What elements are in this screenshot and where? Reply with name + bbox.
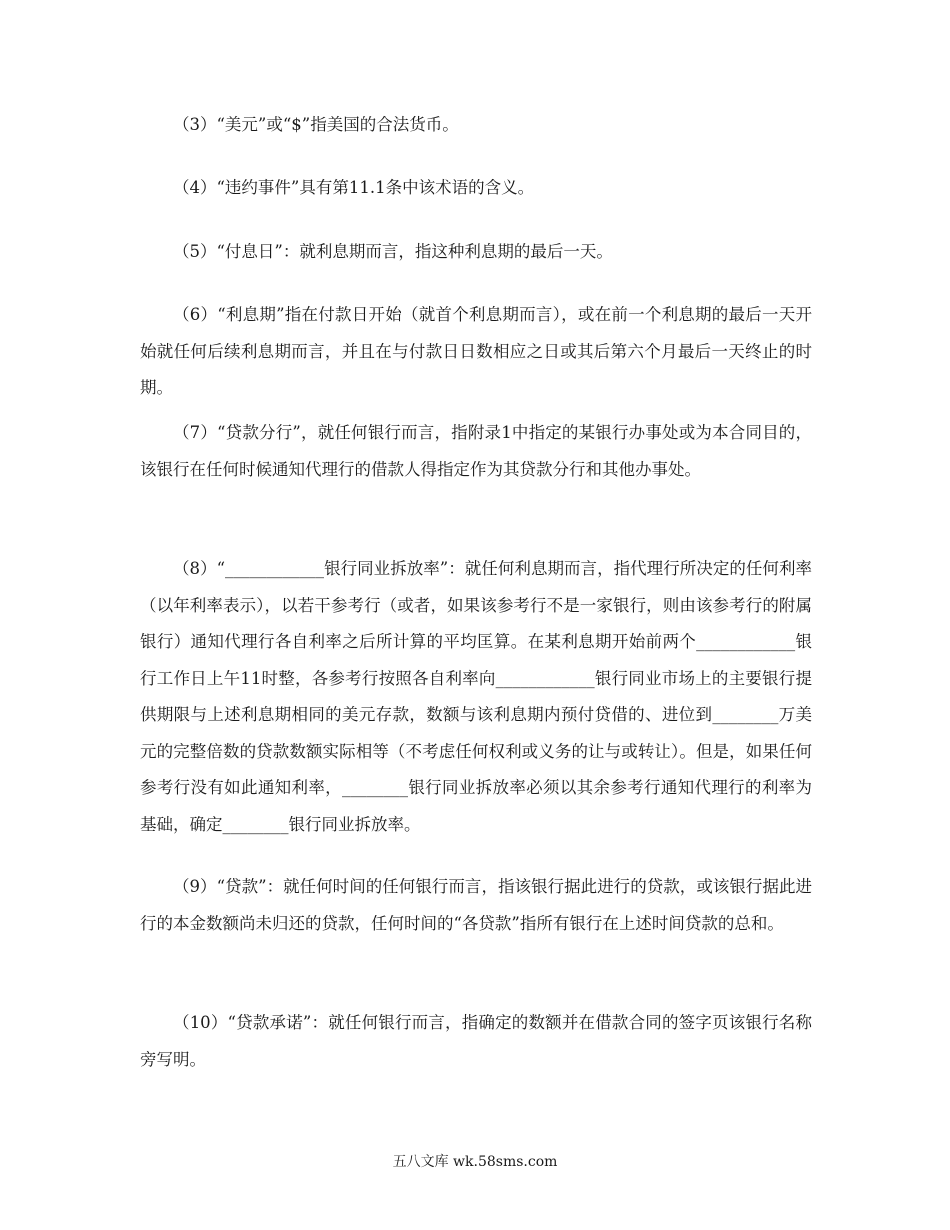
clause-4: （4）“违约事件”具有第11.1条中该术语的含义。 — [173, 178, 535, 197]
clause-9: （9）“贷款”：就任何时间的任何银行而言，指该银行据此进行的贷款，或该银行据此进行的本金数额尚未归还的贷款，任何时间的“各贷款”指所有银行在上述时间贷款的总和。 — [140, 877, 812, 933]
clause-10: （10）“贷款承诺”：就任何银行而言，指确定的数额并在借款合同的签字页该银行名称旁写明。 — [140, 1013, 812, 1069]
clause-3: （3）“美元”或“$”指美国的合法货币。 — [173, 115, 459, 134]
clause-6: （6）“利息期”指在付款日开始（就首个利息期而言），或在前一个利息期的最后一天开始就任何后续利息期而言，并且在与付款日日数相应之日或其后第六个月最后一天终止的时期。 — [140, 305, 812, 397]
clause-7: （7）“贷款分行”，就任何银行而言，指附录1中指定的某银行办事处或为本合同目的，该银行在任何时候通知代理行的借款人得指定作为其贷款分行和其他办事处。 — [140, 423, 812, 479]
clause-8: （8）“____________银行同业拆放率”：就任何利息期而言，指代理行所决定的任何利率（以年利率表示），以若干参考行（或者，如果该参考行不是一家银行，则由该参考行的附属银行）通知代理行各自利率之后所计算的平均匡算。在某利息期开始前两个____________银行工作日上午11时整，各参考行按照各自利率向____________银行同业市场上的主要银行提供期限与上述利息期相同的美元存款，数额与该利息期内预付贷借的、进位到________万美元的完整倍数的贷款数额实际相等（不考虑任何权利或义务的让与或转让）。但是，如果任何参考行没有如此通知利率，________银行同业拆放率必须以其余参考行通知代理行的利率为基础，确定________银行同业拆放率。 — [140, 559, 812, 834]
clause-5: （5）“付息日”：就利息期而言，指这种利息期的最后一天。 — [173, 242, 613, 261]
footer-watermark: 五八文库 wk.58sms.com — [392, 1154, 558, 1170]
